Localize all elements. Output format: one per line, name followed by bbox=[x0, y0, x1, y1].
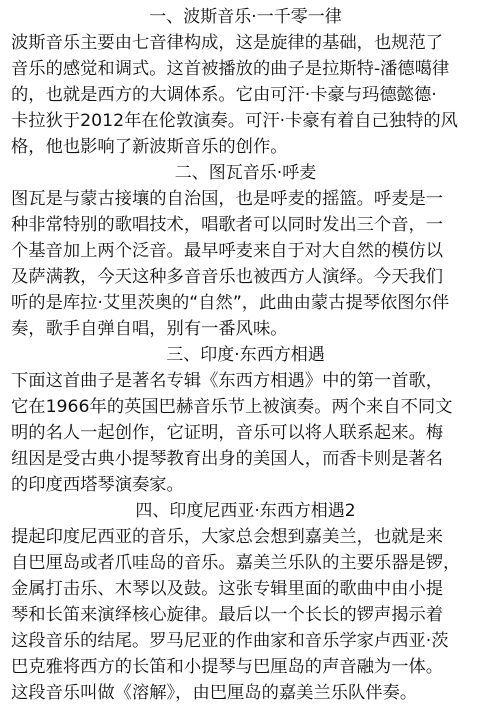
text-line: 金属打击乐、木琴以及鼓。这张专辑里面的歌曲中由小提 bbox=[11, 579, 444, 599]
text-line: 纽因是受古典小提琴教育出身的美国人，而香卡则是著名 bbox=[11, 449, 444, 469]
section-paragraph bbox=[11, 30, 480, 160]
section-heading: 二、图瓦音乐·呼麦 bbox=[174, 163, 317, 183]
section-heading: 三、印度·东西方相遇 bbox=[166, 345, 325, 365]
text-line: 提起印度尼西亚的音乐，大家总会想到嘉美兰，也就是来 bbox=[11, 527, 444, 547]
text-line: 下面这首曲子是著名专辑《东西方相遇》中的第一首歌， bbox=[11, 371, 444, 391]
text-line: 听的是库拉·艾里茨奥的“自然”，此曲由蒙古提琴依图尔伴 bbox=[11, 293, 450, 313]
text-line: 这段音乐叫做《溶解》，由巴厘岛的嘉美兰乐队伴奏。 bbox=[11, 683, 418, 703]
text-line: 它在1966年的英国巴赫音乐节上被演奏。两个来自不同文 bbox=[11, 397, 453, 417]
section-heading: 四、印度尼西亚·东西方相遇2 bbox=[135, 501, 356, 521]
text-line: 奏，歌手自弹自唱，别有一番风味。 bbox=[11, 319, 288, 339]
section-india-music bbox=[11, 342, 480, 498]
text-line: 种非常特别的歌唱技术，唱歌者可以同时发出三个音，一 bbox=[11, 215, 444, 235]
section-paragraph bbox=[11, 524, 480, 706]
text-line: 图瓦是与蒙古接壤的自治国，也是呼麦的摇篮。呼麦是一 bbox=[11, 189, 444, 209]
section-persian-music bbox=[11, 4, 480, 160]
text-line: 音乐的感觉和调式。这首被播放的曲子是拉斯特-潘德噶律 bbox=[11, 59, 450, 79]
text-line: 波斯音乐主要由七音律构成，这是旋律的基础，也规范了 bbox=[11, 33, 444, 53]
text-line: 的印度西塔琴演奏家。 bbox=[11, 475, 184, 495]
section-paragraph bbox=[11, 368, 480, 498]
section-paragraph bbox=[11, 186, 480, 342]
text-line: 的，也就是西方的大调体系。它由可汗·卡豪与玛德懿德· bbox=[11, 85, 437, 105]
text-line: 巴克雅将西方的长笛和小提琴与巴厘岛的声音融为一体。 bbox=[11, 657, 444, 677]
text-line: 卡拉狄于2012年在伦敦演奏。可汗·卡豪有着自己独特的风 bbox=[11, 111, 458, 131]
text-line: 格，他也影响了新波斯音乐的创作。 bbox=[11, 137, 288, 157]
section-heading: 一、波斯音乐·一千零一律 bbox=[149, 7, 342, 27]
text-line: 自巴厘岛或者爪哇岛的音乐。嘉美兰乐队的主要乐器是锣， bbox=[11, 553, 461, 573]
text-line: 明的名人一起创作，它证明，音乐可以将人联系起来。梅 bbox=[11, 423, 444, 443]
text-line: 及萨满教，今天这种多音音乐也被西方人演绎。今天我们 bbox=[11, 267, 444, 287]
section-indonesia-music bbox=[11, 498, 480, 706]
text-line: 个基音加上两个泛音。最早呼麦来自于对大自然的模仿以 bbox=[11, 241, 444, 261]
section-tuvan-music bbox=[11, 160, 480, 342]
text-line: 琴和长笛来演绎核心旋律。最后以一个长长的锣声揭示着 bbox=[11, 605, 444, 625]
text-line: 这段音乐的结尾。罗马尼亚的作曲家和音乐学家卢西亚·茨 bbox=[11, 631, 449, 651]
